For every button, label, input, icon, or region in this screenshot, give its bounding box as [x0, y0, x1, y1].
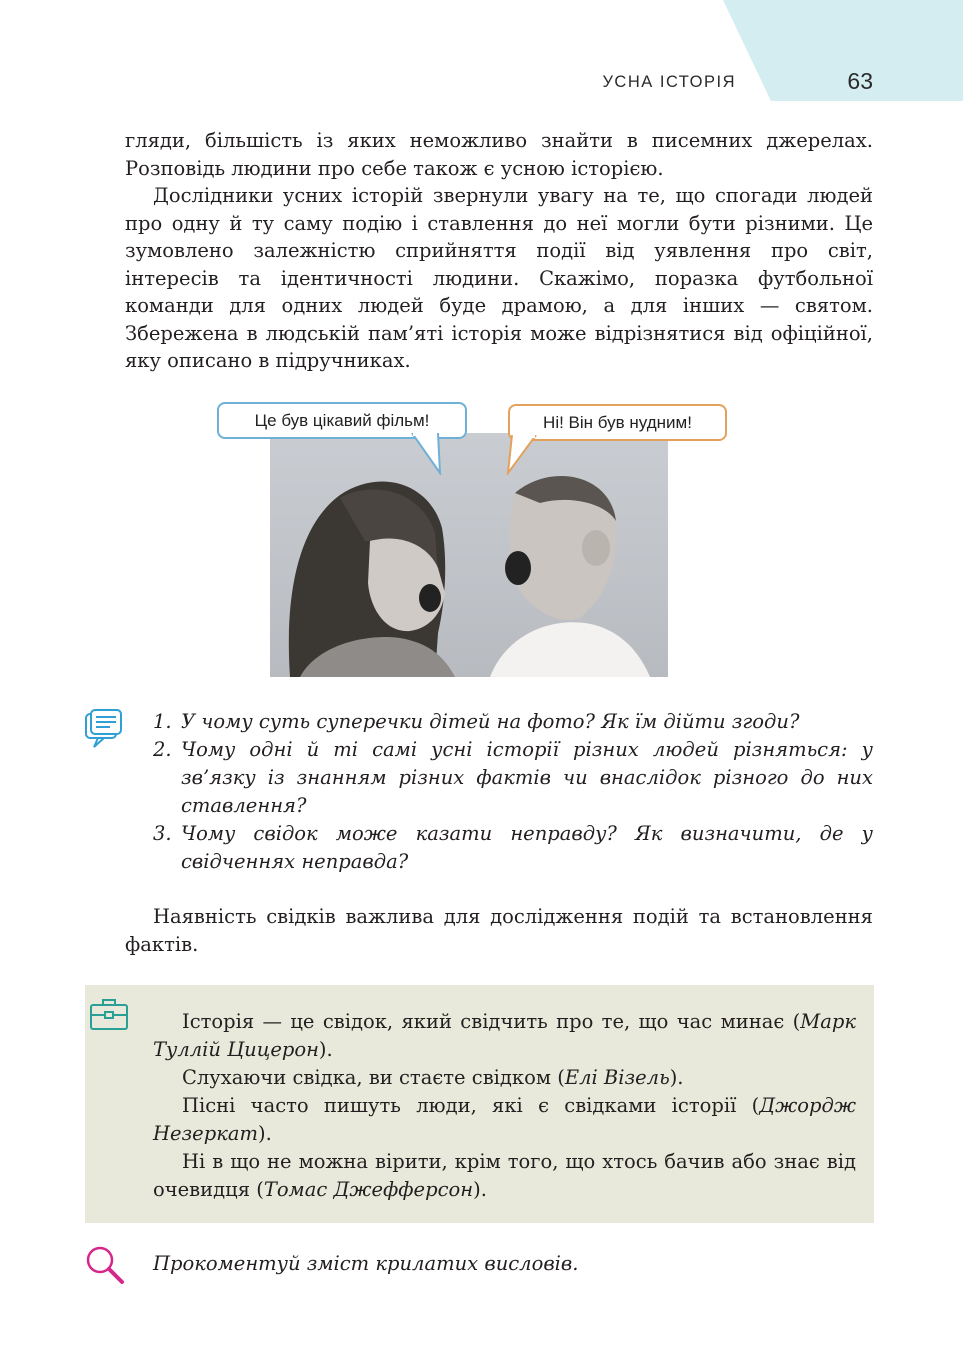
paragraph-2: Дослідники усних історій звернули увагу на те, що спогади людей про одну й ту саму подію і ставлення до неї могли бути різними. Це зумовлено залежністю сприйняття події від уявлення про світ, інтересів та ідентичності людини. Скажімо, поразка футбольної команди для одних людей буде драмою, а для інших — святом. Збережена в людській пам’яті історія може відрізнятися від офіційної, яку описано в підручниках. — [125, 184, 873, 372]
quote-end: ). — [318, 1038, 333, 1061]
question-text: У чому суть суперечки дітей на фото? Як їм дійти згоди? — [181, 710, 800, 733]
speech-bubble-left-tail — [410, 433, 444, 475]
task-text: Прокоментуй зміст крилатих висловів. — [153, 1252, 579, 1275]
paragraph-1: гляди, більшість із яких неможливо знайти в писемних джерелах. Розповідь людини про себе також є усною історією. — [125, 129, 873, 180]
children-illustration — [270, 433, 668, 677]
question-text: Чому одні й ті самі усні історії різних людей різняться: у зв’язку із знанням різних фактів чи внаслідок різного до них ставлення? — [181, 738, 873, 817]
question-number: 1. — [153, 710, 172, 733]
section-title: УСНА ІСТОРІЯ — [602, 73, 736, 91]
quote-item — [153, 1148, 856, 1204]
question-item — [153, 708, 873, 736]
quote-text: Історія — це свідок, який свідчить про те, що час минає ( — [182, 1010, 801, 1033]
quotes-list — [153, 1008, 856, 1204]
briefcase-icon — [89, 997, 129, 1031]
magnifier-icon — [84, 1244, 126, 1286]
quote-author: Елі Візель — [564, 1066, 670, 1089]
question-item — [153, 820, 873, 876]
page-number: 63 — [847, 68, 873, 94]
question-item — [153, 736, 873, 820]
photo-arguing-children — [270, 433, 668, 677]
quote-text: Ні в що не можна вірити, крім того, що хтось бачив або знає від очевидця ( — [153, 1150, 856, 1201]
quote-end: ). — [257, 1122, 272, 1145]
quote-end: ). — [473, 1178, 487, 1201]
questions-list — [153, 708, 873, 876]
speech-bubble-right: Ні! Він був нудним! — [508, 404, 727, 441]
quote-text: Слухаючи свідка, ви стаєте свідком ( — [182, 1066, 565, 1089]
quote-item — [153, 1092, 856, 1148]
speech-bubble-right-tail — [506, 435, 540, 475]
quote-end: ). — [669, 1066, 684, 1089]
question-number: 2. — [153, 738, 172, 761]
quote-item — [153, 1008, 856, 1064]
quote-author: Марк Туллій Цицерон — [153, 1010, 856, 1061]
quote-item — [153, 1064, 856, 1092]
quote-author: Томас Джефферсон — [263, 1178, 474, 1201]
chat-lines-icon — [84, 708, 124, 750]
question-text: Чому свідок може казати неправду? Як визначити, де у свідченнях неправда? — [181, 822, 873, 873]
quote-author: Джордж Незеркат — [153, 1094, 856, 1145]
quote-text: Пісні часто пишуть люди, які є свідками історії ( — [182, 1094, 760, 1117]
question-number: 3. — [153, 822, 172, 845]
paragraph-3: Наявність свідків важлива для дослідження подій та встановлення фактів. — [125, 905, 873, 956]
speech-bubble-left: Це був цікавий фільм! — [217, 402, 467, 439]
